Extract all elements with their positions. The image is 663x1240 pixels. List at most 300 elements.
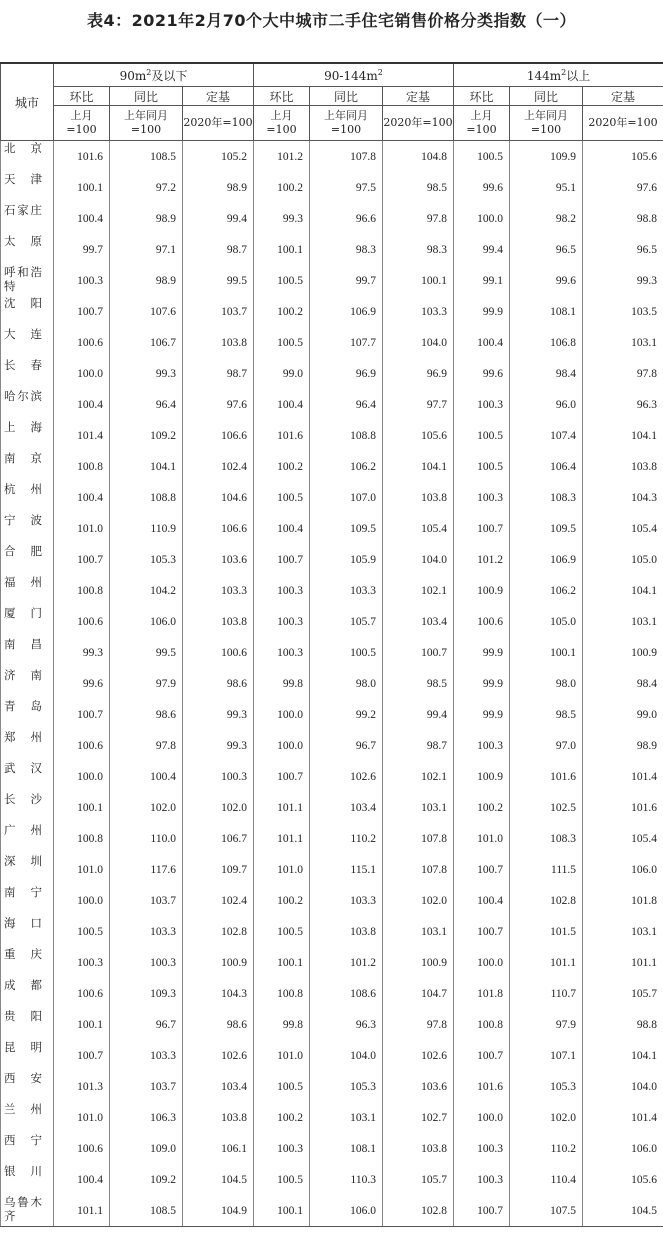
index-value: 107.8	[383, 854, 454, 885]
index-value: 110.0	[110, 823, 183, 854]
index-value: 100.7	[454, 513, 510, 544]
index-value: 105.7	[383, 1164, 454, 1195]
index-value: 105.0	[510, 606, 583, 637]
index-value: 111.5	[510, 854, 583, 885]
index-value: 99.4	[383, 699, 454, 730]
index-value: 103.7	[110, 885, 183, 916]
index-value: 100.5	[454, 451, 510, 482]
index-value: 100.8	[454, 1009, 510, 1040]
index-value: 98.9	[110, 265, 183, 296]
index-value: 100.5	[254, 265, 310, 296]
index-value: 98.9	[110, 203, 183, 234]
index-value: 104.1	[583, 575, 663, 606]
index-value: 101.6	[254, 420, 310, 451]
index-value: 99.6	[54, 668, 110, 699]
index-value: 100.1	[254, 234, 310, 265]
index-value: 100.4	[54, 482, 110, 513]
table-row	[1, 203, 663, 234]
index-value: 100.7	[54, 1040, 110, 1071]
index-value: 99.5	[110, 637, 183, 668]
index-value: 109.9	[510, 141, 583, 173]
table-row	[1, 141, 663, 173]
table-row	[1, 792, 663, 823]
index-value: 101.8	[454, 978, 510, 1009]
table-row	[1, 482, 663, 513]
index-value: 103.7	[183, 296, 254, 327]
table-row	[1, 420, 663, 451]
table-row	[1, 575, 663, 606]
index-value: 104.9	[183, 1195, 254, 1227]
index-value: 103.4	[183, 1071, 254, 1102]
index-value: 99.9	[454, 668, 510, 699]
index-value: 99.3	[54, 637, 110, 668]
table-row	[1, 358, 663, 389]
index-value: 100.3	[254, 1133, 310, 1164]
index-value: 100.7	[54, 296, 110, 327]
index-value: 101.0	[54, 1102, 110, 1133]
index-value: 100.6	[183, 637, 254, 668]
index-value: 100.8	[54, 823, 110, 854]
index-value: 104.6	[183, 482, 254, 513]
index-value: 98.8	[583, 203, 663, 234]
header-mom-0: 环比	[54, 87, 110, 106]
city-name: 呼和浩特	[1, 265, 54, 296]
index-value: 102.0	[383, 885, 454, 916]
index-value: 100.2	[254, 1102, 310, 1133]
index-value: 98.5	[383, 668, 454, 699]
index-value: 100.4	[110, 761, 183, 792]
index-value: 103.8	[183, 1102, 254, 1133]
index-value: 103.6	[383, 1071, 454, 1102]
city-name: 北京	[1, 141, 54, 173]
index-value: 101.5	[510, 916, 583, 947]
index-value: 96.9	[310, 358, 383, 389]
index-value: 106.2	[310, 451, 383, 482]
index-value: 104.1	[583, 1040, 663, 1071]
index-value: 100.7	[454, 854, 510, 885]
index-value: 102.1	[383, 575, 454, 606]
index-value: 100.7	[54, 544, 110, 575]
index-value: 106.9	[510, 544, 583, 575]
index-value: 104.1	[110, 451, 183, 482]
index-value: 96.5	[583, 234, 663, 265]
index-value: 100.5	[310, 637, 383, 668]
index-value: 101.0	[254, 1040, 310, 1071]
index-value: 102.0	[510, 1102, 583, 1133]
index-value: 100.1	[383, 265, 454, 296]
index-value: 101.1	[254, 792, 310, 823]
header-base-yoy-1: 上年同月 =100	[310, 106, 383, 141]
index-value: 97.8	[383, 203, 454, 234]
index-value: 100.3	[110, 947, 183, 978]
index-value: 109.2	[110, 420, 183, 451]
index-value: 100.4	[454, 327, 510, 358]
index-value: 105.7	[310, 606, 383, 637]
city-name: 济南	[1, 668, 54, 699]
city-name: 青岛	[1, 699, 54, 730]
index-value: 96.4	[110, 389, 183, 420]
index-value: 98.3	[310, 234, 383, 265]
index-value: 99.4	[183, 203, 254, 234]
index-value: 103.3	[383, 296, 454, 327]
index-value: 105.7	[583, 978, 663, 1009]
index-value: 102.8	[183, 916, 254, 947]
index-value: 101.0	[254, 854, 310, 885]
index-value: 101.1	[583, 947, 663, 978]
index-value: 100.5	[454, 420, 510, 451]
index-value: 99.0	[583, 699, 663, 730]
index-value: 103.8	[383, 482, 454, 513]
index-value: 101.2	[454, 544, 510, 575]
index-value: 100.7	[54, 699, 110, 730]
index-value: 100.7	[254, 761, 310, 792]
index-value: 105.6	[583, 141, 663, 173]
index-value: 99.3	[583, 265, 663, 296]
index-value: 100.1	[54, 172, 110, 203]
index-value: 100.6	[54, 978, 110, 1009]
index-value: 99.3	[254, 203, 310, 234]
index-value: 103.3	[110, 916, 183, 947]
city-name: 长春	[1, 358, 54, 389]
index-value: 97.9	[110, 668, 183, 699]
header-yoy-1: 同比	[310, 87, 383, 106]
index-value: 97.8	[583, 358, 663, 389]
city-name: 兰州	[1, 1102, 54, 1133]
index-value: 103.4	[310, 792, 383, 823]
index-value: 99.1	[454, 265, 510, 296]
index-value: 98.5	[383, 172, 454, 203]
index-value: 100.0	[254, 730, 310, 761]
index-value: 100.9	[383, 947, 454, 978]
index-value: 103.1	[310, 1102, 383, 1133]
city-name: 深圳	[1, 854, 54, 885]
index-value: 96.3	[310, 1009, 383, 1040]
index-value: 106.9	[310, 296, 383, 327]
index-value: 110.2	[310, 823, 383, 854]
index-value: 98.5	[510, 699, 583, 730]
city-name: 武汉	[1, 761, 54, 792]
index-value: 103.3	[110, 1040, 183, 1071]
index-value: 99.9	[454, 699, 510, 730]
index-value: 108.1	[510, 296, 583, 327]
index-value: 106.3	[110, 1102, 183, 1133]
city-name: 昆明	[1, 1040, 54, 1071]
index-value: 110.9	[110, 513, 183, 544]
index-value: 98.6	[183, 1009, 254, 1040]
header-base-fixed-base-0: 2020年=100	[183, 106, 254, 141]
index-value: 104.3	[583, 482, 663, 513]
city-name: 广州	[1, 823, 54, 854]
index-value: 109.7	[183, 854, 254, 885]
table-row	[1, 234, 663, 265]
index-value: 99.0	[254, 358, 310, 389]
index-value: 106.0	[583, 1133, 663, 1164]
city-name: 天津	[1, 172, 54, 203]
header-base-yoy-2: 上年同月 =100	[510, 106, 583, 141]
index-value: 107.7	[310, 327, 383, 358]
index-value: 98.2	[510, 203, 583, 234]
index-value: 99.4	[454, 234, 510, 265]
index-value: 99.8	[254, 668, 310, 699]
index-value: 100.0	[454, 947, 510, 978]
index-value: 103.8	[183, 327, 254, 358]
index-value: 105.3	[110, 544, 183, 575]
index-value: 100.5	[254, 482, 310, 513]
index-value: 104.1	[383, 451, 454, 482]
city-name: 哈尔滨	[1, 389, 54, 420]
index-value: 97.6	[183, 389, 254, 420]
index-value: 104.0	[583, 1071, 663, 1102]
header-yoy-2: 同比	[510, 87, 583, 106]
index-value: 106.8	[510, 327, 583, 358]
index-value: 100.3	[254, 606, 310, 637]
index-value: 100.2	[254, 172, 310, 203]
index-value: 106.6	[183, 513, 254, 544]
table-body	[1, 141, 663, 1227]
index-value: 100.0	[54, 358, 110, 389]
index-value: 102.4	[183, 885, 254, 916]
index-value: 98.6	[183, 668, 254, 699]
city-name: 银川	[1, 1164, 54, 1195]
table-row	[1, 296, 663, 327]
index-value: 101.1	[254, 823, 310, 854]
index-value: 98.6	[110, 699, 183, 730]
index-value: 106.7	[110, 327, 183, 358]
index-value: 103.4	[383, 606, 454, 637]
table-row	[1, 823, 663, 854]
index-value: 100.7	[454, 1195, 510, 1227]
index-value: 103.3	[310, 575, 383, 606]
index-value: 107.0	[310, 482, 383, 513]
index-value: 100.6	[454, 606, 510, 637]
city-name: 西宁	[1, 1133, 54, 1164]
city-name: 太原	[1, 234, 54, 265]
index-value: 103.1	[583, 916, 663, 947]
table-row	[1, 885, 663, 916]
table-header	[1, 63, 663, 141]
city-name: 贵阳	[1, 1009, 54, 1040]
index-value: 100.3	[454, 389, 510, 420]
index-value: 108.5	[110, 141, 183, 173]
index-value: 98.3	[383, 234, 454, 265]
table-row	[1, 172, 663, 203]
index-value: 100.0	[254, 699, 310, 730]
header-group-large: $144m^2$以上	[454, 63, 663, 87]
table-row	[1, 1102, 663, 1133]
index-value: 100.8	[254, 978, 310, 1009]
index-value: 103.1	[583, 606, 663, 637]
header-fixed-base-2: 定基	[583, 87, 663, 106]
index-value: 100.5	[254, 1164, 310, 1195]
index-value: 104.0	[383, 544, 454, 575]
index-value: 103.8	[310, 916, 383, 947]
city-name: 南宁	[1, 885, 54, 916]
index-value: 100.9	[583, 637, 663, 668]
table-row	[1, 668, 663, 699]
index-value: 106.2	[510, 575, 583, 606]
city-name: 杭州	[1, 482, 54, 513]
index-value: 105.3	[510, 1071, 583, 1102]
index-value: 100.7	[454, 916, 510, 947]
index-value: 106.4	[510, 451, 583, 482]
index-value: 110.3	[310, 1164, 383, 1195]
index-value: 100.7	[254, 544, 310, 575]
index-value: 96.4	[310, 389, 383, 420]
table-row	[1, 1133, 663, 1164]
index-value: 101.6	[583, 792, 663, 823]
index-value: 101.2	[254, 141, 310, 173]
index-value: 99.7	[310, 265, 383, 296]
index-value: 100.5	[254, 327, 310, 358]
index-value: 103.7	[110, 1071, 183, 1102]
index-value: 103.6	[183, 544, 254, 575]
index-value: 98.4	[583, 668, 663, 699]
index-value: 99.6	[454, 358, 510, 389]
index-value: 100.6	[54, 606, 110, 637]
index-value: 106.1	[183, 1133, 254, 1164]
index-value: 97.8	[110, 730, 183, 761]
index-value: 105.0	[583, 544, 663, 575]
index-value: 96.5	[510, 234, 583, 265]
index-value: 104.7	[383, 978, 454, 1009]
index-value: 100.4	[54, 1164, 110, 1195]
index-value: 101.8	[583, 885, 663, 916]
index-value: 95.1	[510, 172, 583, 203]
city-name: 西安	[1, 1071, 54, 1102]
index-value: 105.9	[310, 544, 383, 575]
index-value: 100.3	[254, 637, 310, 668]
index-value: 100.3	[54, 947, 110, 978]
index-value: 107.5	[510, 1195, 583, 1227]
index-value: 98.7	[183, 358, 254, 389]
index-value: 105.4	[583, 823, 663, 854]
city-name: 长沙	[1, 792, 54, 823]
index-value: 102.6	[183, 1040, 254, 1071]
index-value: 97.0	[510, 730, 583, 761]
index-value: 100.0	[54, 761, 110, 792]
index-value: 100.5	[254, 1071, 310, 1102]
index-value: 100.1	[54, 1009, 110, 1040]
index-value: 108.8	[310, 420, 383, 451]
index-value: 108.3	[510, 482, 583, 513]
table-row	[1, 513, 663, 544]
index-value: 102.0	[183, 792, 254, 823]
index-value: 102.8	[510, 885, 583, 916]
index-value: 105.2	[183, 141, 254, 173]
index-value: 101.4	[54, 420, 110, 451]
city-name: 南京	[1, 451, 54, 482]
index-value: 101.1	[510, 947, 583, 978]
index-value: 106.0	[583, 854, 663, 885]
index-value: 101.6	[454, 1071, 510, 1102]
index-value: 109.5	[310, 513, 383, 544]
index-value: 110.2	[510, 1133, 583, 1164]
index-value: 100.0	[454, 1102, 510, 1133]
index-value: 100.0	[454, 203, 510, 234]
index-value: 100.3	[454, 1164, 510, 1195]
index-value: 100.6	[54, 730, 110, 761]
index-value: 99.9	[454, 637, 510, 668]
city-name: 宁波	[1, 513, 54, 544]
city-name: 石家庄	[1, 203, 54, 234]
table-row	[1, 761, 663, 792]
index-value: 100.4	[254, 513, 310, 544]
table-row	[1, 699, 663, 730]
city-name: 南昌	[1, 637, 54, 668]
index-value: 100.4	[254, 389, 310, 420]
index-value: 103.8	[183, 606, 254, 637]
index-value: 106.0	[310, 1195, 383, 1227]
index-value: 107.8	[383, 823, 454, 854]
table-row	[1, 947, 663, 978]
index-value: 115.1	[310, 854, 383, 885]
table-row	[1, 606, 663, 637]
index-value: 104.5	[183, 1164, 254, 1195]
index-value: 96.3	[583, 389, 663, 420]
city-name: 上海	[1, 420, 54, 451]
index-value: 103.3	[183, 575, 254, 606]
header-base-mom-1: 上月 =100	[254, 106, 310, 141]
index-value: 96.7	[310, 730, 383, 761]
index-value: 100.4	[454, 885, 510, 916]
index-value: 100.3	[54, 265, 110, 296]
index-value: 104.0	[383, 327, 454, 358]
index-value: 98.9	[583, 730, 663, 761]
index-value: 100.4	[54, 203, 110, 234]
index-value: 103.1	[383, 916, 454, 947]
index-value: 101.0	[454, 823, 510, 854]
index-value: 103.5	[583, 296, 663, 327]
header-base-yoy-0: 上年同月 =100	[110, 106, 183, 141]
index-value: 100.2	[254, 885, 310, 916]
index-value: 103.1	[383, 792, 454, 823]
index-value: 108.5	[110, 1195, 183, 1227]
index-value: 102.7	[383, 1102, 454, 1133]
index-value: 100.8	[54, 575, 110, 606]
index-value: 98.8	[583, 1009, 663, 1040]
index-value: 100.9	[454, 761, 510, 792]
table-row	[1, 854, 663, 885]
table-row	[1, 544, 663, 575]
city-name: 福州	[1, 575, 54, 606]
index-value: 99.8	[254, 1009, 310, 1040]
index-value: 97.5	[310, 172, 383, 203]
index-value: 100.0	[54, 885, 110, 916]
header-fixed-base-1: 定基	[383, 87, 454, 106]
index-value: 103.8	[383, 1133, 454, 1164]
index-value: 108.3	[510, 823, 583, 854]
index-value: 100.6	[54, 1133, 110, 1164]
index-value: 97.7	[383, 389, 454, 420]
index-value: 100.7	[383, 637, 454, 668]
index-value: 107.6	[110, 296, 183, 327]
index-value: 98.4	[510, 358, 583, 389]
city-name: 大连	[1, 327, 54, 358]
index-value: 104.1	[583, 420, 663, 451]
table-row	[1, 1164, 663, 1195]
city-name: 厦门	[1, 606, 54, 637]
index-value: 103.1	[583, 327, 663, 358]
table-row	[1, 637, 663, 668]
index-value: 100.9	[183, 947, 254, 978]
index-value: 100.2	[254, 451, 310, 482]
index-value: 97.6	[583, 172, 663, 203]
index-value: 99.9	[454, 296, 510, 327]
index-value: 100.3	[254, 575, 310, 606]
city-name: 海口	[1, 916, 54, 947]
index-value: 104.3	[183, 978, 254, 1009]
index-value: 102.8	[383, 1195, 454, 1227]
